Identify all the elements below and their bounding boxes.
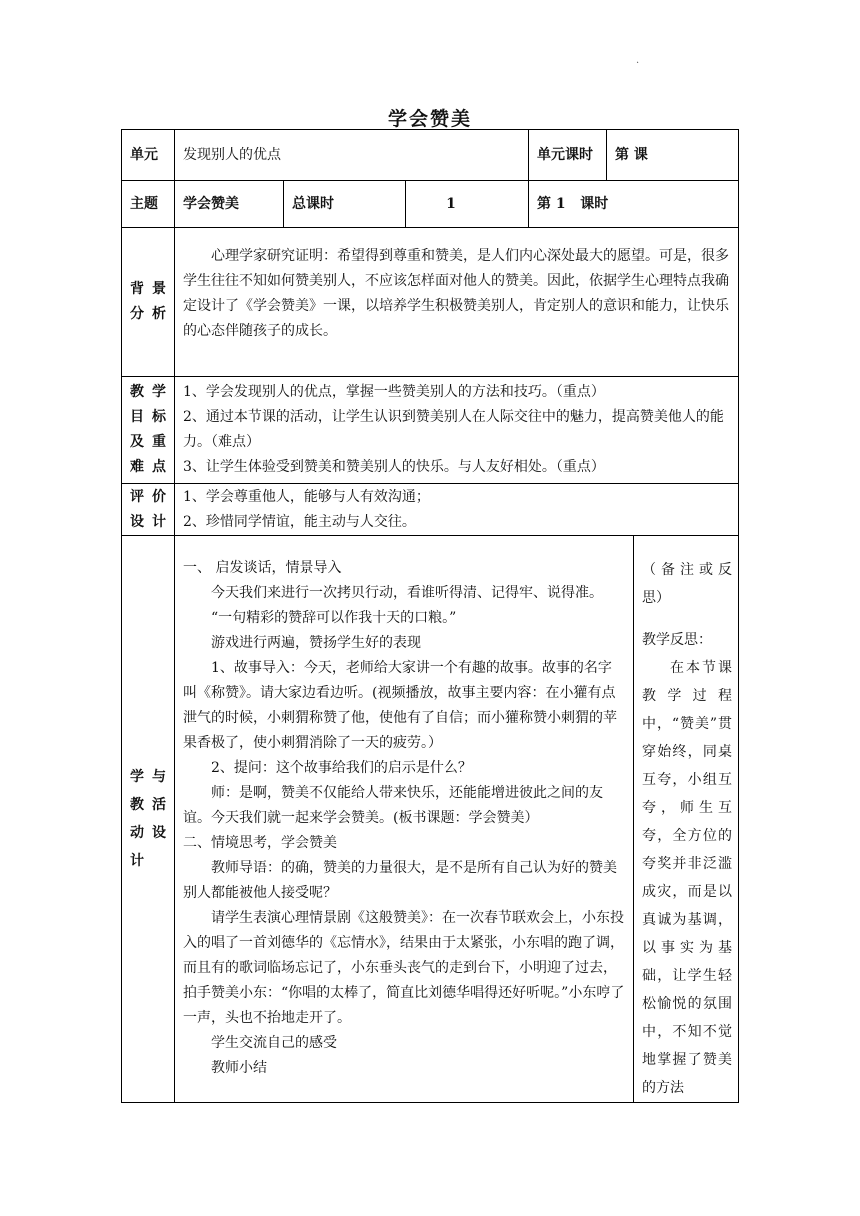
activity-cell — [175, 536, 634, 1103]
activity-paragraph: 游戏进行两遍，赞扬学生好的表现 — [211, 635, 421, 651]
topic-label: 主题 — [122, 181, 175, 228]
activity-paragraph: 请学生表演心理情景剧《这般赞美》：在一次春节联欢会上，小东投入的唱了一首刘德华的《忘情水》，结果由于太紧张，小东唱的跑了调，而且有的歌词临场忘记了，小东垂头丧气的走到台下，小明迎了过去，拍手赞美小东：“你唱的太棒了，简直比刘德华唱得还好听呢。”小东哼了一声，头也不抬地走开了。 — [183, 910, 625, 1026]
unit-value: 发现别人的优点 — [175, 130, 529, 181]
evaluation-cell — [175, 484, 739, 536]
section-2-heading: 二、情境思考，学会赞美 — [183, 835, 337, 851]
notes-cell — [634, 536, 739, 1103]
activity-paragraph: 学生交流自己的感受 — [211, 1035, 337, 1051]
unit-hours-label: 单元课时 — [529, 130, 607, 181]
goal-item: 1、学会发现别人的优点，掌握一些赞美别人的方法和技巧。（重点） — [183, 384, 605, 400]
row-topic — [122, 181, 739, 228]
activity-paragraph: “一句精彩的赞辞可以作我十天的口粮。” — [211, 610, 457, 626]
row-unit — [122, 130, 739, 181]
evaluation-item: 2、珍惜同学情谊，能主动与人交往。 — [183, 513, 416, 530]
background-cell — [175, 228, 739, 377]
reflection-text: 在本节课教学过程中，“赞美”贯穿始终，同桌互夸，小组互夸，师生互夸，全方位的夸奖并非泛滥成灾，而是以真诚为基调，以事实为基础，让学生轻松愉悦的氛围中，不知不觉地掌握了赞美的方法 — [642, 660, 733, 1096]
row-activity — [122, 536, 739, 1103]
activity-paragraph: 教师小结 — [211, 1060, 267, 1076]
row-evaluation — [122, 484, 739, 536]
goals-label: 教 学 目 标 及 重 难点 — [122, 377, 175, 484]
lesson-plan-table — [121, 129, 739, 1103]
row-background — [122, 228, 739, 377]
goals-cell — [175, 377, 739, 484]
background-label: 背 景 分析 — [122, 228, 175, 377]
evaluation-label: 评 价 设计 — [122, 484, 175, 536]
page-title: 学会赞美 — [387, 108, 472, 130]
total-hours-label: 总课时 — [284, 181, 406, 228]
goal-item: 2、通过本节课的活动，让学生认识到赞美别人在人际交往中的魅力，提高赞美他人的能力。（难点） — [183, 409, 724, 450]
lesson-number: 第 1 课时 — [529, 181, 739, 228]
notes-title: （备注或反思） — [642, 562, 733, 606]
evaluation-item: 1、学会尊重他人，能够与人有效沟通； — [183, 488, 430, 505]
activity-label: 学 与 教 活 动 设 计 — [122, 536, 175, 1103]
row-goals — [122, 377, 739, 484]
header-mark: · — [636, 58, 640, 69]
background-text: 心理学家研究证明：希望得到尊重和赞美，是人们内心深处最大的愿望。可是，很多学生往往不知如何赞美别人，不应该怎样面对他人的赞美。因此，依据学生心理特点我确定设计了《学会赞美》一课，以培养学生积极赞美别人，肯定别人的意识和能力，让快乐的心态伴随孩子的成长。 — [183, 248, 729, 339]
section-1-heading: 一、 启发谈话，情景导入 — [183, 560, 342, 576]
topic-value: 学会赞美 — [175, 181, 284, 228]
reflection-label: 教学反思： — [642, 632, 713, 648]
unit-hours-value: 第 课 — [607, 130, 739, 181]
activity-paragraph: 1、故事导入：今天，老师给大家讲一个有趣的故事。故事的名字叫《称赞》。请大家边看边听。(视频播放，故事主要内容：在小獾有点泄气的时候，小刺猬称赞了他，使他有了自信；而小獾称赞小刺猬的苹果香极了，使小刺猬消除了一天的疲劳。） — [183, 660, 617, 751]
activity-paragraph: 师：是啊，赞美不仅能给人带来快乐，还能能增进彼此之间的友谊。今天我们就一起来学会赞美。(板书课题：学会赞美） — [183, 785, 603, 826]
activity-paragraph: 教师导语：的确，赞美的力量很大，是不是所有自己认为好的赞美别人都能被他人接受呢？ — [183, 860, 617, 901]
activity-paragraph: 今天我们来进行一次拷贝行动，看谁听得清、记得牢、说得准。 — [211, 585, 603, 601]
total-hours-value: 1 — [406, 181, 529, 228]
activity-paragraph: 2、提问：这个故事给我们的启示是什么？ — [211, 760, 472, 776]
goal-item: 3、让学生体验受到赞美和赞美别人的快乐。与人友好相处。（重点） — [183, 459, 605, 475]
unit-label: 单元 — [122, 130, 175, 181]
